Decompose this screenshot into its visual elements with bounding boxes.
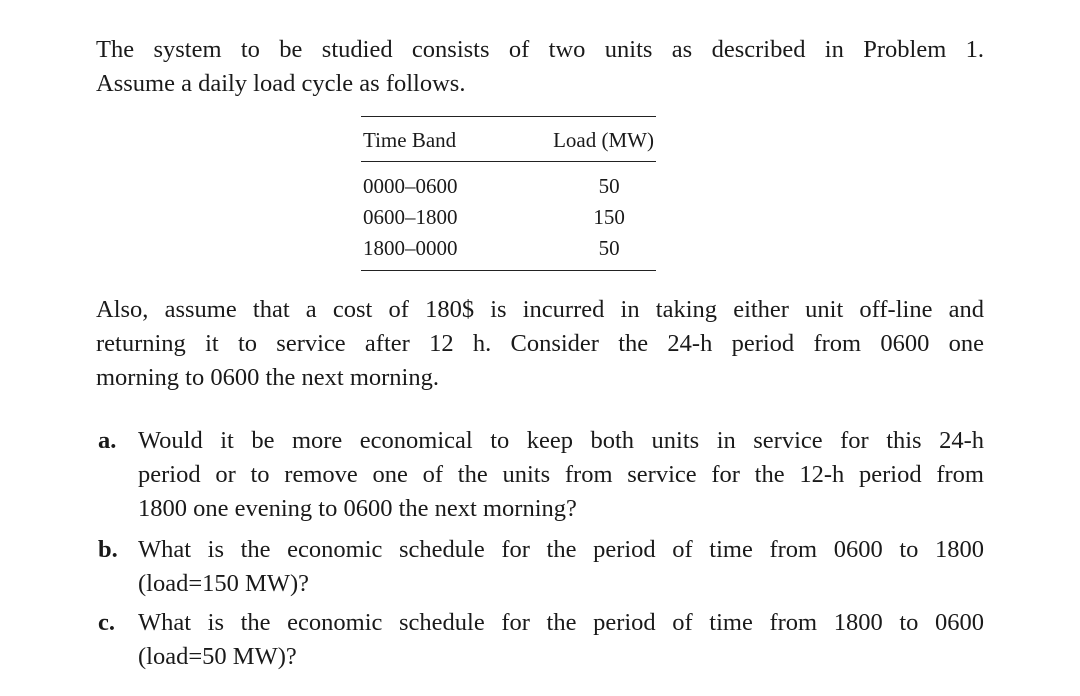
load-cycle-table: [361, 116, 656, 271]
question-label: a.: [98, 427, 117, 454]
cost-line-3: morning to 0600 the next morning.: [96, 364, 439, 391]
question-text: [138, 606, 984, 674]
question-line: period or to remove one of the units from service for the 12-h period from: [138, 461, 984, 488]
table-row: [361, 233, 656, 271]
time-band-cell: 0600–1800: [363, 205, 458, 229]
cost-line-1: Also, assume that a cost of 180$ is incurred in taking either unit off-line and: [96, 296, 984, 323]
question-line: 1800 one evening to 0600 the next morning?: [138, 495, 577, 522]
load-cell: 150: [593, 205, 625, 229]
question-line: (load=50 MW)?: [138, 643, 297, 670]
question-line: What is the economic schedule for the period of time from 0600 to 1800: [138, 536, 984, 563]
question-label: b.: [98, 536, 118, 563]
question-label: c.: [98, 609, 115, 636]
question-a: [98, 424, 984, 526]
intro-line-2: Assume a daily load cycle as follows.: [96, 70, 466, 97]
intro-line-1: The system to be studied consists of two units as described in Problem 1.: [96, 36, 984, 63]
header-time-band: Time Band: [361, 117, 502, 162]
table-row: [361, 162, 656, 203]
question-b: [98, 533, 984, 601]
cost-paragraph: [96, 293, 984, 395]
time-band-cell: 1800–0000: [361, 233, 502, 271]
question-text: [138, 424, 984, 526]
time-band-cell: 0000–0600: [363, 174, 458, 198]
intro-paragraph: [96, 33, 984, 101]
table-row: [361, 202, 656, 233]
question-line: Would it be more economical to keep both units in service for this 24-h: [138, 427, 984, 454]
load-cell: 50: [598, 174, 620, 198]
cost-line-2: returning it to service after 12 h. Consider the 24-h period from 0600 one: [96, 330, 984, 357]
header-load: Load (MW): [502, 117, 656, 162]
question-line: What is the economic schedule for the period of time from 1800 to 0600: [138, 609, 984, 636]
question-c: [98, 606, 984, 674]
table-header-row: [361, 117, 656, 162]
question-text: [138, 533, 984, 601]
question-line: (load=150 MW)?: [138, 570, 309, 597]
load-cell: 50: [502, 233, 656, 271]
